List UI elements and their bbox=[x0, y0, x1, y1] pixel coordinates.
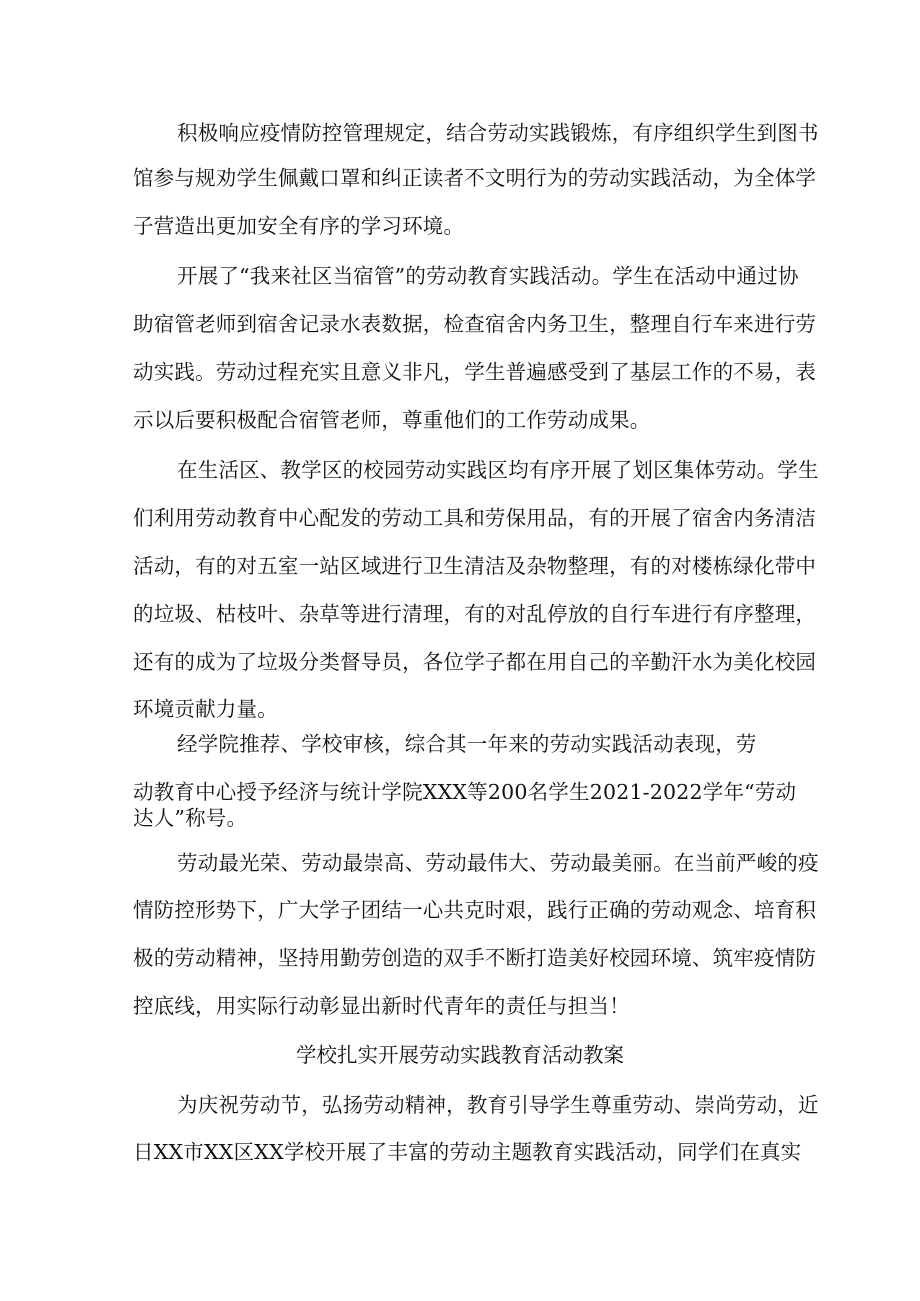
text-line: 积极响应疫情防控管理规定，结合劳动实践锻炼，有序组织学生到图书 bbox=[177, 121, 819, 145]
text-line: 劳动最光荣、劳动最崇高、劳动最伟大、劳动最美丽。在当前严峻的疫 bbox=[177, 851, 819, 875]
text-line: 们利用劳动教育中心配发的劳动工具和劳保用品，有的开展了宿舍内务清洁 bbox=[133, 506, 817, 530]
text-line: 为庆祝劳动节，弘扬劳动精神，教育引导学生尊重劳动、崇尚劳动，近 bbox=[177, 1093, 819, 1117]
text-line: 馆参与规劝学生佩戴口罩和纠正读者不文明行为的劳动实践活动，为全体学 bbox=[133, 166, 817, 190]
text-line: 活动，有的对五室一站区域进行卫生清洁及杂物整理，有的对楼栋绿化带中 bbox=[133, 554, 817, 578]
text-line: 开展了“我来社区当宿管”的劳动教育实践活动。学生在活动中通过协 bbox=[177, 264, 799, 288]
section-title: 学校扎实开展劳动实践教育活动教案 bbox=[296, 1043, 624, 1067]
text-line: 极的劳动精神，坚持用勤劳创造的双手不断打造美好校园环境、筑牢疫情防 bbox=[133, 946, 817, 970]
text-line: 经学院推荐、学校审核，综合其一年来的劳动实践活动表现，劳 bbox=[177, 732, 757, 756]
text-line: 子营造出更加安全有序的学习环境。 bbox=[133, 214, 465, 238]
text-line: 动教育中心授予经济与统计学院XXX等200名学生2021-2022学年“劳动 bbox=[133, 780, 797, 804]
text-line: 达人”称号。 bbox=[133, 806, 248, 830]
text-line: 还有的成为了垃圾分类督导员，各位学子都在用自己的辛勤汗水为美化校园 bbox=[133, 650, 817, 674]
text-line: 环境贡献力量。 bbox=[133, 697, 278, 721]
text-line: 助宿管老师到宿舍记录水表数据，检查宿舍内务卫生，整理自行车来进行劳 bbox=[133, 312, 817, 336]
text-line: 情防控形势下，广大学子团结一心共克时艰，践行正确的劳动观念、培育积 bbox=[133, 898, 817, 922]
text-line: 在生活区、教学区的校园劳动实践区均有序开展了划区集体劳动。学生 bbox=[177, 458, 819, 482]
text-line: 控底线，用实际行动彰显出新时代青年的责任与担当！ bbox=[133, 994, 630, 1018]
text-line: 动实践。劳动过程充实且意义非凡，学生普遍感受到了基层工作的不易，表 bbox=[133, 360, 817, 384]
text-line: 日XX市XX区XX学校开展了丰富的劳动主题教育实践活动，同学们在真实 bbox=[133, 1140, 802, 1164]
text-line: 的垃圾、枯枝叶、杂草等进行清理，有的对乱停放的自行车进行有序整理， bbox=[133, 602, 817, 626]
text-line: 示以后要积极配合宿管老师，尊重他们的工作劳动成果。 bbox=[133, 408, 651, 432]
